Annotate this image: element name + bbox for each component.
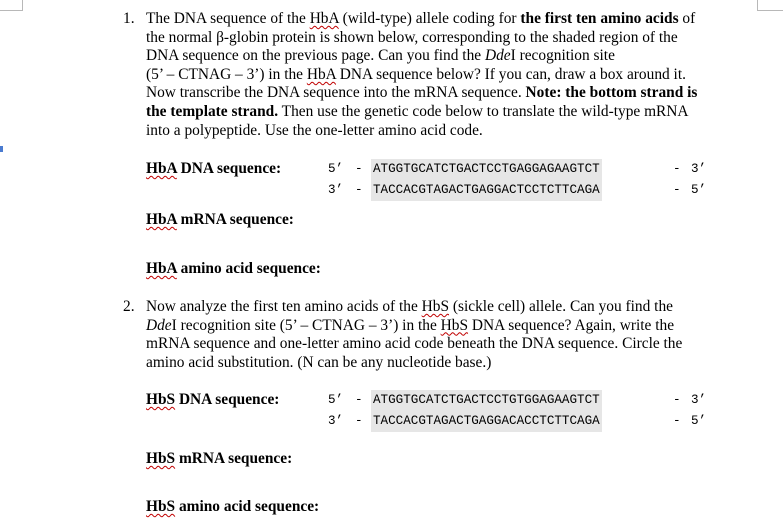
text-run: The DNA sequence of the: [146, 10, 310, 27]
strand-dash: -: [673, 183, 681, 197]
hbs-bottom-strand: TACCACGTAGACTGAGGACACCTCTTCAGA: [371, 411, 602, 432]
label-text: amino acid sequence:: [175, 498, 320, 515]
strand-dash: -: [355, 414, 363, 428]
text-run: DNA sequence on the previous page. Can you find the: [146, 47, 485, 65]
three-prime-end: 3’: [328, 414, 344, 428]
text-run: Dde: [146, 316, 172, 334]
text-run: (sickle cell) allele. Can you find the: [449, 298, 673, 315]
text-run: the normal β-globin protein is shown below, corresponding to the shaded region of the: [146, 28, 678, 46]
strand-dash: -: [355, 162, 363, 176]
text-line: [146, 29, 723, 48]
text-line: [146, 122, 723, 141]
text-run: Then use the genetic code below to translate the wild-type mRNA: [278, 102, 689, 120]
strand-dash: -: [673, 414, 681, 428]
hbs-mrna-label: [146, 450, 292, 468]
five-prime-end: 5’: [328, 162, 344, 176]
text-run: HbS: [440, 316, 469, 334]
three-prime-end: 3’: [691, 162, 707, 176]
text-run: Now analyze the first ten amino acids of the: [146, 298, 422, 315]
hba-top-strand: ATGGTGCATCTGACTCCTGAGGAGAAGTCT: [371, 159, 602, 180]
hba-bottom-strand: TACCACGTAGACTGAGGACTCCTCTTCAGA: [371, 180, 602, 201]
strand-dash: -: [355, 393, 363, 407]
hba-dna-label: [146, 160, 281, 178]
crop-mark-top-left: [0, 0, 23, 11]
text-run: I recognition site: [510, 47, 615, 65]
hbs-dna-label: [146, 391, 279, 409]
text-line: [146, 10, 723, 29]
text-run: the template strand.: [146, 102, 279, 120]
hbs-word: HbS: [146, 391, 176, 408]
question-number: 2.: [123, 298, 135, 315]
hbs-word: HbS: [146, 498, 176, 515]
question-2: [123, 298, 723, 372]
label-text: DNA sequence:: [176, 160, 282, 177]
text-run: DNA sequence? Again, write the: [468, 316, 675, 334]
text-run: HbS: [421, 298, 450, 315]
hba-mrna-label: [146, 211, 294, 229]
hba-word: HbA: [146, 260, 177, 277]
strand-dash: -: [673, 393, 681, 407]
text-line: [146, 354, 723, 373]
question-text: [146, 298, 723, 372]
question-text: [146, 10, 723, 140]
question-number: 1.: [123, 10, 135, 27]
text-run: the first ten amino acids: [520, 10, 679, 27]
text-run: HbA: [309, 10, 339, 27]
text-run: mRNA sequence and one-letter amino acid code beneath the DNA sequence. Circle the: [146, 335, 683, 353]
text-run: I recognition site (5’ – CTNAG – 3’) in the: [171, 316, 441, 334]
five-prime-end: 5’: [691, 183, 707, 197]
hba-word: HbA: [146, 211, 177, 228]
crop-mark-top-right: [757, 0, 783, 11]
text-line: [146, 66, 723, 85]
text-run: into a polypeptide. Use the one-letter amino acid code.: [146, 121, 483, 139]
text-line: [146, 317, 723, 336]
hbs-top-strand: ATGGTGCATCTGACTCCTGTGGAGAAGTCT: [371, 390, 602, 411]
text-run: of: [678, 10, 696, 27]
text-line: [146, 335, 723, 354]
hba-amino-acid-label: [146, 260, 321, 278]
text-line: [146, 84, 723, 103]
text-run: Note: the bottom strand is: [525, 84, 698, 102]
label-text: mRNA sequence:: [176, 211, 294, 228]
margin-marker: [0, 146, 3, 152]
text-run: Dde: [484, 47, 511, 65]
hbs-word: HbS: [146, 450, 176, 467]
text-run: HbA: [306, 65, 336, 83]
text-run: (5’ – CTNAG – 3’) in the: [146, 65, 307, 83]
text-run: Now transcribe the DNA sequence into the mRNA sequence.: [146, 84, 526, 102]
label-text: DNA sequence:: [175, 391, 280, 408]
strand-dash: -: [355, 183, 363, 197]
text-run: amino acid substitution. (N can be any nucleotide base.): [146, 353, 492, 371]
three-prime-end: 3’: [691, 393, 707, 407]
text-line: [146, 47, 723, 66]
strand-dash: -: [673, 162, 681, 176]
label-text: amino acid sequence:: [176, 260, 321, 277]
text-run: (wild-type) allele coding for: [338, 10, 521, 27]
label-text: mRNA sequence:: [175, 450, 293, 467]
text-run: DNA sequence below? If you can, draw a box around it.: [335, 65, 686, 83]
hbs-amino-acid-label: [146, 498, 319, 516]
five-prime-end: 5’: [691, 414, 707, 428]
three-prime-end: 3’: [328, 183, 344, 197]
text-line: [146, 298, 723, 317]
question-1: [123, 10, 723, 140]
text-line: [146, 103, 723, 122]
five-prime-end: 5’: [328, 393, 344, 407]
hba-word: HbA: [146, 160, 177, 177]
